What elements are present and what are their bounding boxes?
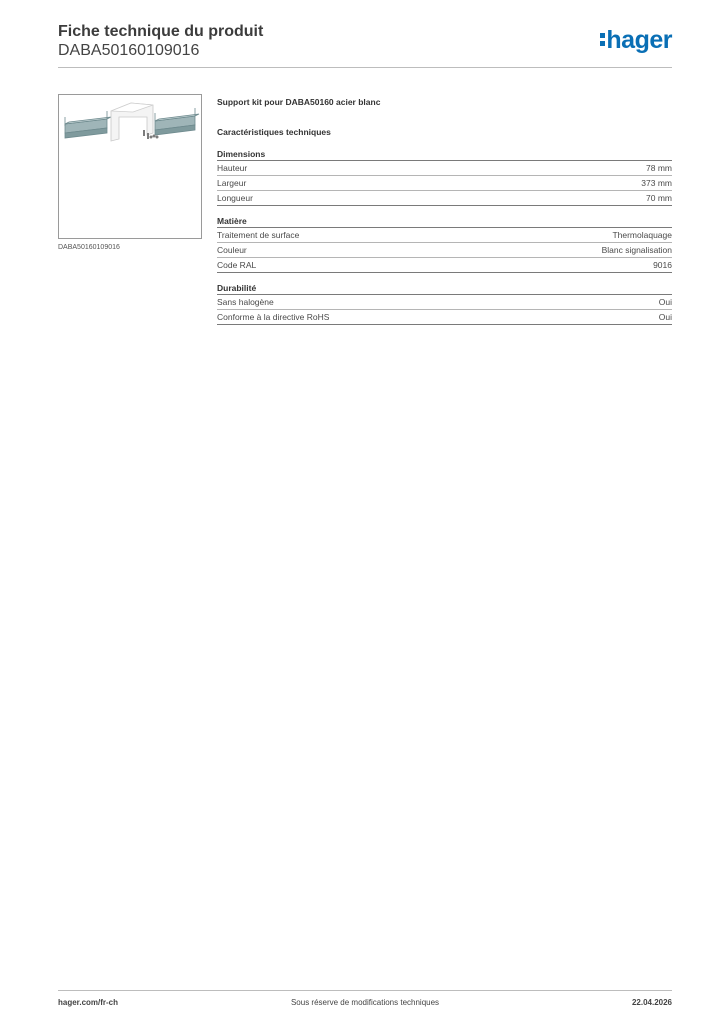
spec-value: Oui (658, 297, 672, 307)
group-matiere (217, 216, 672, 273)
page-header (58, 22, 672, 68)
logo-text: hager (606, 26, 672, 54)
footer-divider (58, 990, 672, 991)
group-title: Matière (217, 216, 672, 228)
image-caption: DABA50160109016 (58, 244, 120, 251)
page-title: Fiche technique du produit (58, 23, 264, 40)
footer-website-link[interactable]: hager.com/fr-ch (58, 998, 119, 1007)
spec-label: Hauteur (217, 163, 248, 173)
spec-row (217, 161, 672, 176)
hager-logo (600, 26, 672, 54)
spec-value: 373 mm (641, 178, 672, 188)
spec-row (217, 258, 672, 273)
spec-label: Traitement de surface (217, 230, 300, 240)
spec-label: Largeur (217, 178, 247, 188)
footer-date: 22.04.2026 (631, 998, 672, 1007)
spec-value: Blanc signalisation (601, 245, 672, 255)
spec-row (217, 295, 672, 310)
spec-value: 70 mm (646, 193, 672, 203)
group-durabilite (217, 283, 672, 325)
spec-row (217, 243, 672, 258)
group-title: Durabilité (217, 283, 672, 295)
spec-value: Thermolaquage (612, 230, 672, 240)
product-details (217, 97, 672, 325)
product-reference: DABA50160109016 (58, 42, 200, 59)
spec-label: Longueur (217, 193, 253, 203)
spec-row (217, 191, 672, 206)
spec-label: Sans halogène (217, 297, 274, 307)
spec-value: Oui (658, 312, 672, 322)
group-title: Dimensions (217, 149, 672, 161)
footer-disclaimer: Sous réserve de modifications techniques (290, 998, 440, 1007)
logo-dots-icon (600, 33, 605, 46)
product-illustration (59, 95, 201, 238)
spec-value: 78 mm (646, 163, 672, 173)
spec-label: Conforme à la directive RoHS (217, 312, 330, 322)
spec-value: 9016 (653, 260, 672, 270)
spec-row (217, 176, 672, 191)
spec-label: Code RAL (217, 260, 257, 270)
group-dimensions (217, 149, 672, 206)
header-divider (58, 67, 672, 68)
product-image (58, 94, 202, 239)
spec-row (217, 310, 672, 325)
spec-row (217, 228, 672, 243)
section-title: Caractéristiques techniques (217, 127, 331, 137)
product-name: Support kit pour DABA50160 acier blanc (217, 97, 381, 107)
spec-label: Couleur (217, 245, 247, 255)
